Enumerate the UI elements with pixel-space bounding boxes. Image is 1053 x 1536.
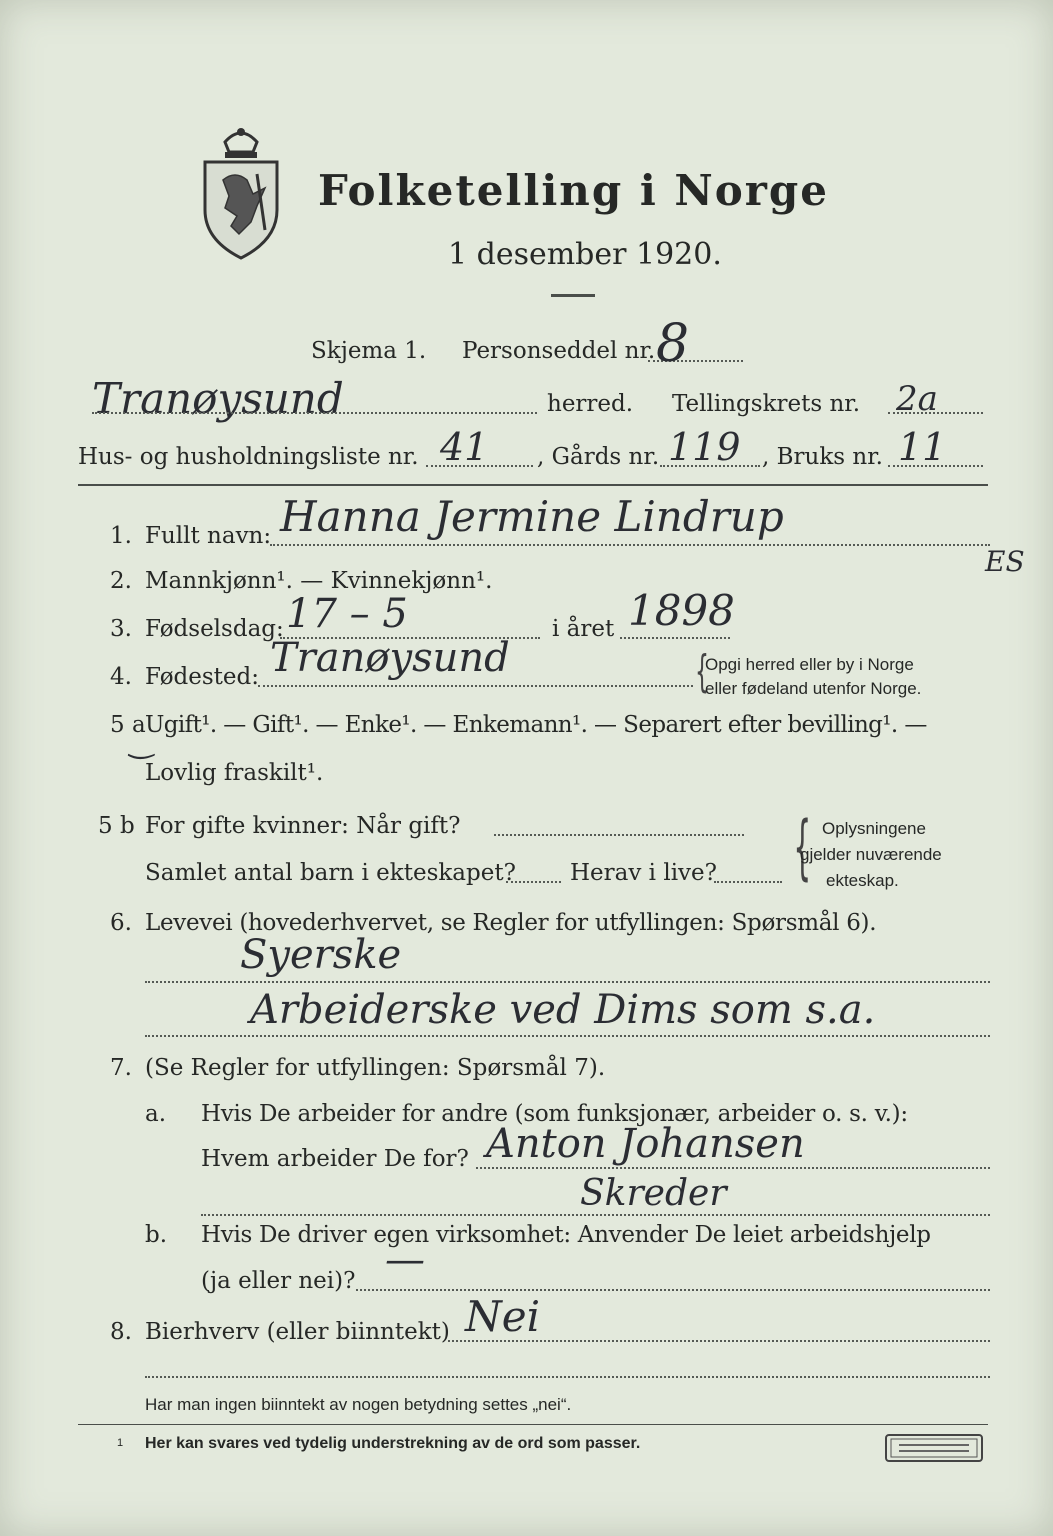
q5a-label-2: Lovlig fraskilt¹. [145,760,324,786]
gards-value: 119 [668,425,741,469]
q3-year-value: 1898 [628,586,735,635]
q6-number: 6. [110,910,132,936]
q3-year-line [620,637,730,639]
q6-line-2 [145,1035,990,1037]
q1-line [270,544,990,546]
q7a-label-2: Hvem arbeider De for? [201,1146,469,1172]
q4-line [258,685,693,687]
printer-stamp-icon [885,1434,983,1462]
q7a-value-2: Skreder [580,1173,727,1214]
footer-rule [78,1424,988,1425]
q5b-note-line-2: gjelder nuværende [800,845,942,864]
municipality-line [92,412,537,414]
q7a-line-2 [201,1214,990,1216]
q2-label: Mannkjønn¹. — Kvinnekjønn¹. [145,568,493,594]
q7b-letter: b. [145,1222,168,1248]
q4-value: Tranøysund [270,635,510,681]
q7a-value-1: Anton Johansen [486,1121,805,1167]
form-title: Folketelling i Norge [318,166,830,215]
q5b-label-3: Herav i live? [570,860,717,886]
q5b-gift-line [494,834,744,836]
personseddel-value: 8 [656,314,690,374]
norwegian-coat-of-arms-icon [195,122,287,262]
bruks-label: , Bruks nr. [762,444,883,470]
q7a-letter: a. [145,1101,167,1127]
q5b-label: For gifte kvinner: Når gift? [145,813,461,839]
q5a-underline-mark: ‿ [130,725,155,760]
tellingskrets-value: 2a [896,379,938,419]
husliste-value: 41 [440,425,489,469]
q6-value-2: Arbeiderske ved Dims som s.a. [250,987,876,1033]
bruks-value: 11 [898,425,947,469]
q8-label: Bierhverv (eller biinntekt) [145,1319,450,1345]
q7a-label: Hvis De arbeider for andre (som funksjonær, arbeider o. s. v.): [201,1101,908,1127]
footnote-text: Her kan svares ved tydelig understrekning av de ord som passer. [145,1435,641,1452]
q6-value-1: Syerske [240,932,402,978]
q1-value: Hanna Jermine Lindrup [280,492,784,541]
q8-number: 8. [110,1319,132,1345]
q5a-number: 5 a [110,712,146,738]
q4-number: 4. [110,664,132,690]
q4-note-line-1: Opgi herred eller by i Norge [705,655,914,674]
form-subtitle: 1 desember 1920. [448,237,722,272]
herred-label: herred. [547,391,634,417]
q7a-line-1 [476,1167,990,1169]
q1-label: Fullt navn: [145,523,272,549]
q7b-label-2: (ja eller nei)? [201,1268,356,1294]
q1-extra: ES [985,545,1025,578]
husliste-label: Hus- og husholdningsliste nr. [78,444,419,470]
q7b-label: Hvis De driver egen virksomhet: Anvender De leiet arbeidshjelp [201,1222,931,1248]
q4-note-brace: { [695,646,709,697]
title-divider [551,294,595,297]
q6-label: Levevei (hovederhvervet, se Regler for utfyllingen: Spørsmål 6). [145,910,877,936]
q5b-number: 5 b [98,813,135,839]
municipality-value: Tranøysund [92,374,344,423]
q8-extra-line [145,1376,990,1378]
q5b-live-line [714,881,782,883]
personseddel-label: Personseddel nr. [462,338,656,364]
q3-year-label: i året [552,616,615,642]
q5b-note-line-3: ekteskap. [826,871,899,890]
q4-note-line-2: eller fødeland utenfor Norge. [705,679,922,698]
footnote-mark: 1 [117,1437,124,1449]
q7b-line [356,1289,990,1291]
q2-number: 2. [110,568,132,594]
q5b-note-brace: { [793,806,812,888]
q8-value: Nei [465,1292,541,1341]
q5a-label: Ugift¹. — Gift¹. — Enke¹. — Enkemann¹. — Separert efter bevilling¹. — [145,712,927,738]
q5b-label-2: Samlet antal barn i ekteskapet? [145,860,516,886]
footer-note: Har man ingen biinntekt av nogen betydning settes „nei“. [145,1395,572,1414]
header-rule [78,484,988,486]
q1-number: 1. [110,523,132,549]
q3-value: 17 – 5 [286,591,408,637]
tellingskrets-label: Tellingskrets nr. [672,391,861,417]
q7-label: (Se Regler for utfyllingen: Spørsmål 7). [145,1055,606,1081]
q7b-value: — [385,1237,425,1283]
q5b-note-line-1: Oplysningene [822,819,926,838]
q7-number: 7. [110,1055,132,1081]
q3-label: Fødselsdag: [145,616,284,642]
q4-label: Fødested: [145,664,260,690]
q6-line-1 [145,981,990,983]
q5b-barn-line [506,881,561,883]
skjema-label: Skjema 1. [311,338,427,364]
q3-number: 3. [110,616,132,642]
gards-label: , Gårds nr. [537,444,660,470]
